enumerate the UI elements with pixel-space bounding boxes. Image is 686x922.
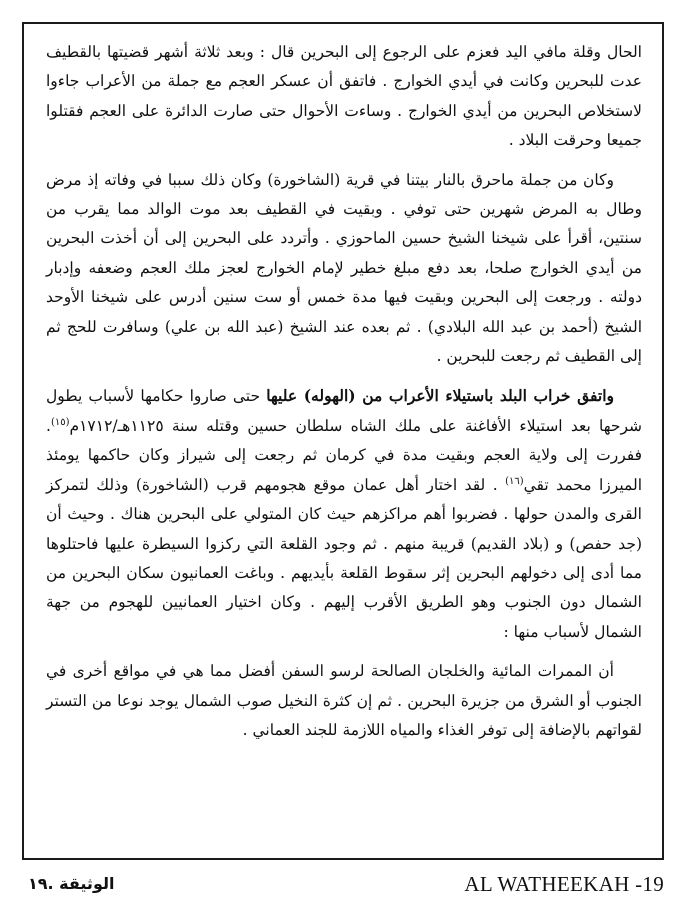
paragraph-3-lead: واتفق خراب البلد باستيلاء الأعراب من (الهوله) عليها xyxy=(266,386,614,406)
paragraph-3-part-c: . لقد اختار أهل عمان موقع هجومهم قرب (الشاخورة) وذلك لتمركز القرى والمدن حولها . فضربوا أهم مراكزهم حيث كان المتولي على البحرين هناك . وحيث أن (جد حفص) و (بلاد القديم) قريبة منهم . ثم وجود القلعة التي ركزوا السيطرة عليها فاحتلوها مما أدى إلى دخولهم البحرين إثر سقوط القلعة بأيديهم . وباغت العمانيون سكان البحرين من الشمال دون الجنوب وهو الطريق الأقرب إليهم . وكان اختيار العمانيين للهجوم من جهة الشمال لأسباب منها : xyxy=(46,475,642,641)
paragraph-3 xyxy=(46,381,642,647)
footer-arabic-page-label: الوثيقة .١٩ xyxy=(28,874,115,893)
paragraph-1: الحال وقلة مافي اليد فعزم على الرجوع إلى البحرين قال : وبعد ثلاثة أشهر قضيتها بالقطيف عدت للبحرين وكانت في أيدي الخوارج . فاتفق أن عسكر العجم مع جملة من الأعراب جاءوا لاستخلاص البحرين من أيدي الخوارج . وساءت الأحوال حتى صارت الدائرة على العجم فقتلوا جميعا وحرقت البلاد . xyxy=(46,43,642,150)
paragraph-4: أن الممرات المائية والخلجان الصالحة لرسو السفن أفضل مما هي في مواقع أخرى في الجنوب أو الشرق من جزيرة البحرين . ثم إن كثرة النخيل صوب الشمال يوجد نوعا من التستر لقواتهم بالإضافة إلى توفر الغذاء والمياه اللازمة للجند العماني . xyxy=(46,662,642,739)
page-frame xyxy=(22,22,664,860)
article-body xyxy=(46,38,642,745)
paragraph-2: وكان من جملة ماحرق بالنار بيتنا في قرية (الشاخورة) وكان ذلك سببا في وفاته إذ مرض وطال به المرض شهرين حتى توفي . وبقيت في القطيف بعد موت الوالد مما يقرب من سنتين، أقرأ على شيخنا الشيخ حسين الماحوزي . وأتردد على البحرين إلى أن أخذت البحرين من أيدي الخوارج صلحا، بعد دفع مبلغ خطير لإمام الخوارج لعجز ملك العجم وضعفه وإدبار دولته . ورجعت إلى البحرين وبقيت فيها مدة خمس أو ست سنين أدرس على شيخنا الأوحد الشيخ (أحمد بن عبد الله البلادي) . ثم بعده عند الشيخ (عبد الله بن علي) وسافرت للحج ثم إلى القطيف ثم رجعت للبحرين . xyxy=(46,170,642,366)
paragraph-3-part-a: حتى صاروا حكامها لأسباب يطول شرحها بعد استيلاء الأفاغنة على ملك الشاه سلطان حسين وقتله سنة ١١٢٥هـ/١٧١٢م xyxy=(46,387,642,435)
footnote-marker-16[interactable]: (١٦) xyxy=(505,475,524,487)
paragraph-3-part-b: . ففررت إلى ولاية العجم وبقيت مدة في كرمان ثم رجعت إلى شيراز وكان حاكمها يومئذ الميرزا محمد تقي xyxy=(46,416,642,494)
page-footer xyxy=(22,872,664,902)
footnote-marker-15[interactable]: (١٥) xyxy=(50,416,70,428)
footer-english-page-label: AL WATHEEKAH -19 xyxy=(464,872,664,896)
